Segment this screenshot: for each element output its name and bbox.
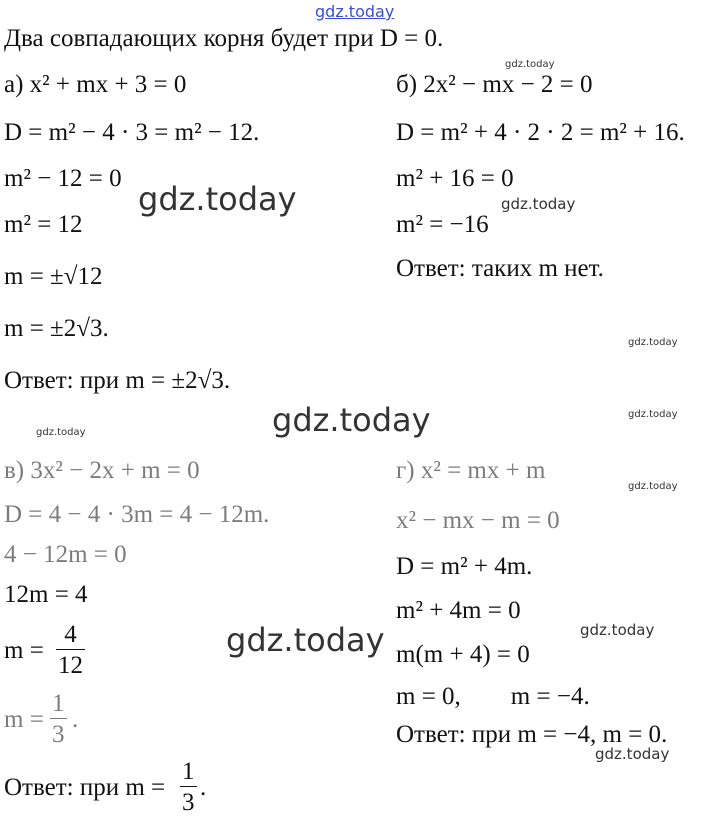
watermark-small-4: gdz.today — [36, 427, 86, 438]
part-v-answer-prefix: Ответ: при m = — [4, 774, 166, 801]
part-v-m-equals-1: m = — [4, 637, 44, 664]
part-g-line-6: m = 0, m = −4. — [396, 683, 590, 710]
part-v-fraction-2-tail: . — [72, 706, 79, 733]
part-b-line-1: б) 2x² − mx − 2 = 0 — [396, 71, 593, 98]
part-v-line-2: D = 4 − 4 · 3m = 4 − 12m. — [4, 501, 270, 528]
watermark-small-1: gdz.today — [505, 59, 555, 70]
part-a-line-3: m² − 12 = 0 — [4, 165, 122, 192]
part-a-line-6: m = ±2√3. — [4, 315, 109, 342]
part-a-line-2: D = m² − 4 · 3 = m² − 12. — [4, 119, 260, 146]
part-g-answer: Ответ: при m = −4, m = 0. — [396, 721, 668, 748]
part-g-line-3: D = m² + 4m. — [396, 553, 533, 580]
part-v-line-3: 4 − 12m = 0 — [4, 541, 127, 568]
part-b-line-3: m² + 16 = 0 — [396, 165, 514, 192]
part-v-answer-fraction — [180, 759, 197, 815]
watermark-mid-3: gdz.today — [595, 745, 670, 763]
part-v-m-equals-2: m = — [4, 706, 44, 733]
part-v-fraction-2 — [50, 691, 67, 747]
watermark-small-2: gdz.today — [628, 337, 678, 348]
part-a-line-5: m = ±√12 — [4, 263, 103, 290]
part-v-fraction-1 — [56, 622, 85, 678]
part-v-line-1: в) 3x² − 2x + m = 0 — [4, 457, 200, 484]
intro-text: Два совпадающих корня будет при D = 0. — [4, 25, 444, 52]
part-b-line-2: D = m² + 4 · 2 · 2 = m² + 16. — [396, 119, 685, 146]
part-b-line-4: m² = −16 — [396, 211, 489, 238]
part-g-line-5: m(m + 4) = 0 — [396, 641, 530, 668]
part-v-fraction-1-den: 12 — [58, 652, 83, 679]
part-v-answer-tail: . — [200, 774, 207, 801]
watermark-mid-2: gdz.today — [580, 621, 655, 639]
watermark-center-3: gdz.today — [226, 621, 385, 659]
part-g-line-2: x² − mx − m = 0 — [396, 507, 560, 534]
part-b-answer: Ответ: таких m нет. — [396, 255, 604, 282]
part-v-answer-den: 3 — [182, 789, 195, 816]
watermark-top: gdz.today — [315, 2, 395, 21]
part-v-fraction-2-den: 3 — [52, 721, 65, 748]
watermark-small-5: gdz.today — [628, 481, 678, 492]
part-v-answer-num: 1 — [182, 758, 195, 785]
part-g-line-4: m² + 4m = 0 — [396, 597, 521, 624]
watermark-small-3: gdz.today — [628, 409, 678, 420]
part-v-fraction-2-num: 1 — [52, 690, 65, 717]
part-a-line-1: а) x² + mx + 3 = 0 — [4, 71, 187, 98]
part-a-line-4: m² = 12 — [4, 211, 83, 238]
part-g-line-1: г) x² = mx + m — [396, 457, 546, 484]
part-a-answer: Ответ: при m = ±2√3. — [4, 367, 231, 394]
watermark-center-2: gdz.today — [272, 401, 431, 439]
watermark-mid-1: gdz.today — [501, 195, 576, 213]
watermark-center-1: gdz.today — [138, 180, 297, 218]
part-v-fraction-1-num: 4 — [56, 622, 85, 650]
part-v-line-4: 12m = 4 — [4, 581, 88, 608]
